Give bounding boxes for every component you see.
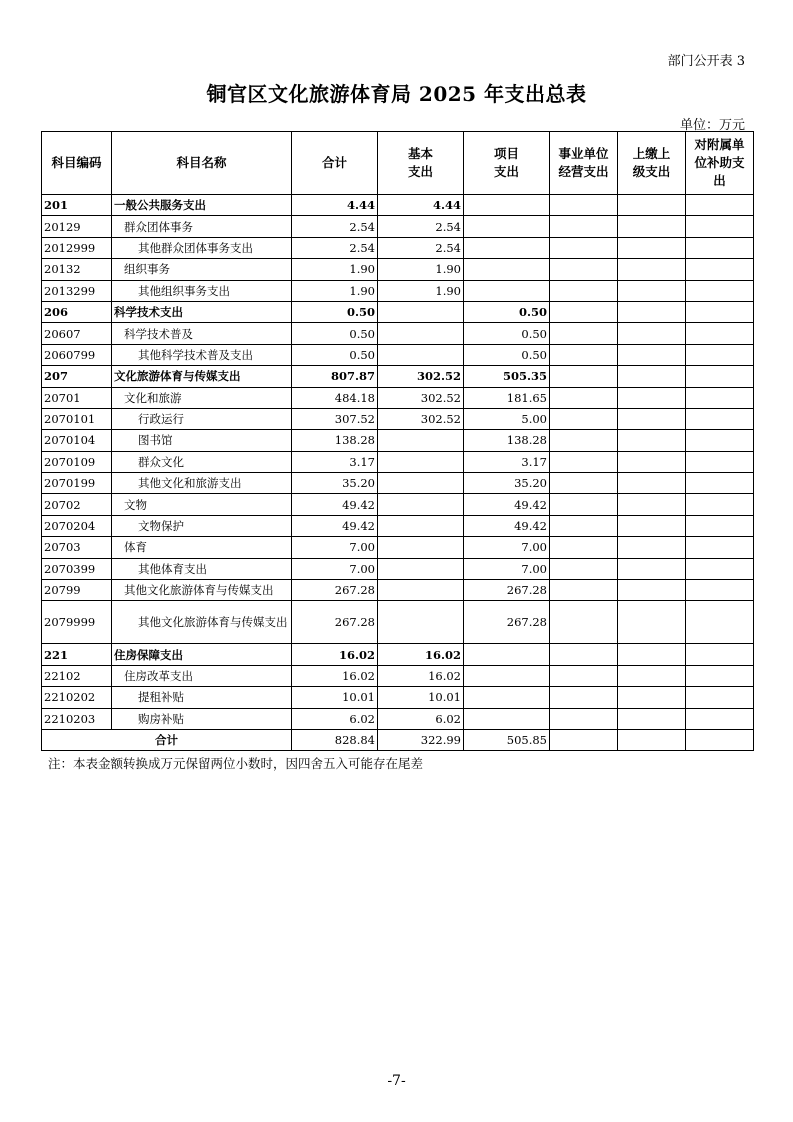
row-upper xyxy=(618,580,686,601)
row-project: 138.28 xyxy=(464,430,550,451)
row-business xyxy=(550,323,618,344)
row-business xyxy=(550,301,618,322)
row-subsidy xyxy=(686,387,754,408)
row-project xyxy=(464,644,550,665)
row-name: 其他群众团体事务支出 xyxy=(112,237,292,258)
row-basic: 1.90 xyxy=(378,259,464,280)
row-upper xyxy=(618,451,686,472)
row-project: 49.42 xyxy=(464,494,550,515)
table-row xyxy=(42,344,754,365)
row-total: 10.01 xyxy=(292,687,378,708)
row-upper xyxy=(618,408,686,429)
header-project: 项目 支出 xyxy=(464,132,550,195)
row-project: 267.28 xyxy=(464,580,550,601)
row-upper xyxy=(618,665,686,686)
row-project xyxy=(464,687,550,708)
row-business xyxy=(550,451,618,472)
row-total: 0.50 xyxy=(292,344,378,365)
row-upper xyxy=(618,280,686,301)
row-total: 807.87 xyxy=(292,366,378,387)
table-row xyxy=(42,195,754,216)
row-basic xyxy=(378,344,464,365)
row-subsidy xyxy=(686,216,754,237)
row-name: 图书馆 xyxy=(112,430,292,451)
row-basic: 4.44 xyxy=(378,195,464,216)
row-total: 2.54 xyxy=(292,216,378,237)
row-business xyxy=(550,644,618,665)
row-name: 群众团体事务 xyxy=(112,216,292,237)
row-subsidy xyxy=(686,601,754,644)
row-project: 3.17 xyxy=(464,451,550,472)
row-project: 0.50 xyxy=(464,344,550,365)
row-name: 文化旅游体育与传媒支出 xyxy=(112,366,292,387)
row-total: 1.90 xyxy=(292,259,378,280)
row-name: 购房补贴 xyxy=(112,708,292,729)
row-code: 221 xyxy=(42,644,112,665)
table-row xyxy=(42,665,754,686)
table-row xyxy=(42,494,754,515)
row-basic: 2.54 xyxy=(378,237,464,258)
row-project: 181.65 xyxy=(464,387,550,408)
row-basic: 6.02 xyxy=(378,708,464,729)
total-row xyxy=(42,729,754,750)
row-name: 提租补贴 xyxy=(112,687,292,708)
row-subsidy xyxy=(686,259,754,280)
row-name: 文物保护 xyxy=(112,515,292,536)
row-project: 7.00 xyxy=(464,537,550,558)
table-row xyxy=(42,387,754,408)
expenditure-table xyxy=(41,131,754,751)
unit-label: 单位：万元 xyxy=(679,118,745,133)
row-basic xyxy=(378,473,464,494)
row-project xyxy=(464,280,550,301)
row-subsidy xyxy=(686,451,754,472)
row-basic xyxy=(378,451,464,472)
row-code: 2210203 xyxy=(42,708,112,729)
table-row xyxy=(42,515,754,536)
total-basic: 322.99 xyxy=(378,729,464,750)
table-header-row xyxy=(42,132,754,195)
row-basic: 302.52 xyxy=(378,387,464,408)
row-name: 文物 xyxy=(112,494,292,515)
row-upper xyxy=(618,216,686,237)
table-row xyxy=(42,473,754,494)
header-name: 科目名称 xyxy=(112,132,292,195)
row-upper xyxy=(618,195,686,216)
row-project: 5.00 xyxy=(464,408,550,429)
row-name: 文化和旅游 xyxy=(112,387,292,408)
row-business xyxy=(550,430,618,451)
row-code: 2012999 xyxy=(42,237,112,258)
row-business xyxy=(550,237,618,258)
row-code: 20703 xyxy=(42,537,112,558)
row-code: 207 xyxy=(42,366,112,387)
row-business xyxy=(550,259,618,280)
table-row xyxy=(42,323,754,344)
row-total: 49.42 xyxy=(292,494,378,515)
table-row xyxy=(42,408,754,429)
row-subsidy xyxy=(686,473,754,494)
row-subsidy xyxy=(686,708,754,729)
row-business xyxy=(550,387,618,408)
header-code: 科目编码 xyxy=(42,132,112,195)
row-upper xyxy=(618,537,686,558)
total-amount: 828.84 xyxy=(292,729,378,750)
row-upper xyxy=(618,644,686,665)
table-row xyxy=(42,451,754,472)
row-total: 484.18 xyxy=(292,387,378,408)
row-business xyxy=(550,580,618,601)
row-business xyxy=(550,473,618,494)
row-business xyxy=(550,558,618,579)
row-code: 20702 xyxy=(42,494,112,515)
row-basic: 2.54 xyxy=(378,216,464,237)
row-project: 7.00 xyxy=(464,558,550,579)
row-code: 20799 xyxy=(42,580,112,601)
table-row xyxy=(42,537,754,558)
row-name: 住房改革支出 xyxy=(112,665,292,686)
row-upper xyxy=(618,323,686,344)
row-total: 307.52 xyxy=(292,408,378,429)
row-total: 16.02 xyxy=(292,644,378,665)
row-name: 体育 xyxy=(112,537,292,558)
row-total: 35.20 xyxy=(292,473,378,494)
row-name: 科学技术普及 xyxy=(112,323,292,344)
header-total: 合计 xyxy=(292,132,378,195)
row-total: 267.28 xyxy=(292,601,378,644)
row-code: 20132 xyxy=(42,259,112,280)
table-row xyxy=(42,708,754,729)
row-project xyxy=(464,665,550,686)
row-business xyxy=(550,494,618,515)
row-name: 其他组织事务支出 xyxy=(112,280,292,301)
header-subsidy: 对附属单 位补助支 出 xyxy=(686,132,754,195)
row-code: 2070204 xyxy=(42,515,112,536)
row-upper xyxy=(618,708,686,729)
row-code: 201 xyxy=(42,195,112,216)
total-business xyxy=(550,729,618,750)
row-basic xyxy=(378,301,464,322)
row-code: 2070199 xyxy=(42,473,112,494)
row-total: 3.17 xyxy=(292,451,378,472)
table-body xyxy=(42,195,754,730)
row-subsidy xyxy=(686,537,754,558)
total-label: 合计 xyxy=(42,729,292,750)
row-upper xyxy=(618,494,686,515)
row-name: 一般公共服务支出 xyxy=(112,195,292,216)
row-subsidy xyxy=(686,344,754,365)
row-code: 20607 xyxy=(42,323,112,344)
row-code: 20129 xyxy=(42,216,112,237)
row-subsidy xyxy=(686,515,754,536)
row-subsidy xyxy=(686,644,754,665)
page-title: 铜官区文化旅游体育局 2025 年支出总表 xyxy=(206,82,587,106)
row-basic: 16.02 xyxy=(378,665,464,686)
row-code: 2060799 xyxy=(42,344,112,365)
row-business xyxy=(550,344,618,365)
form-number: 部门公开表 3 xyxy=(667,54,745,69)
row-project: 49.42 xyxy=(464,515,550,536)
row-upper xyxy=(618,301,686,322)
header-basic: 基本 支出 xyxy=(378,132,464,195)
row-upper xyxy=(618,601,686,644)
row-total: 4.44 xyxy=(292,195,378,216)
row-name: 其他体育支出 xyxy=(112,558,292,579)
row-code: 2070101 xyxy=(42,408,112,429)
row-total: 0.50 xyxy=(292,323,378,344)
row-upper xyxy=(618,259,686,280)
table-row xyxy=(42,558,754,579)
row-upper xyxy=(618,344,686,365)
row-subsidy xyxy=(686,580,754,601)
row-basic xyxy=(378,558,464,579)
row-business xyxy=(550,601,618,644)
row-total: 1.90 xyxy=(292,280,378,301)
row-upper xyxy=(618,430,686,451)
row-business xyxy=(550,665,618,686)
row-code: 2070104 xyxy=(42,430,112,451)
row-total: 6.02 xyxy=(292,708,378,729)
table-row xyxy=(42,644,754,665)
row-name: 科学技术支出 xyxy=(112,301,292,322)
table-row xyxy=(42,580,754,601)
row-subsidy xyxy=(686,323,754,344)
row-total: 7.00 xyxy=(292,558,378,579)
table-row xyxy=(42,601,754,644)
row-project xyxy=(464,708,550,729)
row-upper xyxy=(618,237,686,258)
table-row xyxy=(42,259,754,280)
row-name: 其他文化旅游体育与传媒支出 xyxy=(112,601,292,644)
row-upper xyxy=(618,473,686,494)
total-project: 505.85 xyxy=(464,729,550,750)
row-subsidy xyxy=(686,301,754,322)
row-project: 35.20 xyxy=(464,473,550,494)
row-business xyxy=(550,515,618,536)
row-code: 22102 xyxy=(42,665,112,686)
row-business xyxy=(550,708,618,729)
row-project xyxy=(464,237,550,258)
footnote: 注：本表金额转换成万元保留两位小数时，因四舍五入可能存在尾差 xyxy=(48,756,424,771)
row-subsidy xyxy=(686,430,754,451)
row-subsidy xyxy=(686,687,754,708)
row-name: 其他文化旅游体育与传媒支出 xyxy=(112,580,292,601)
total-upper xyxy=(618,729,686,750)
table-row xyxy=(42,430,754,451)
row-basic: 10.01 xyxy=(378,687,464,708)
row-total: 138.28 xyxy=(292,430,378,451)
table-row xyxy=(42,216,754,237)
row-basic xyxy=(378,494,464,515)
row-total: 0.50 xyxy=(292,301,378,322)
row-code: 2070109 xyxy=(42,451,112,472)
page-number: -7- xyxy=(387,1073,406,1089)
row-project xyxy=(464,259,550,280)
row-project xyxy=(464,195,550,216)
table-row xyxy=(42,687,754,708)
row-subsidy xyxy=(686,665,754,686)
row-subsidy xyxy=(686,195,754,216)
row-basic: 1.90 xyxy=(378,280,464,301)
row-name: 群众文化 xyxy=(112,451,292,472)
row-upper xyxy=(618,558,686,579)
row-project: 0.50 xyxy=(464,323,550,344)
row-basic xyxy=(378,323,464,344)
row-code: 2210202 xyxy=(42,687,112,708)
row-basic xyxy=(378,430,464,451)
table-row xyxy=(42,301,754,322)
table-row xyxy=(42,280,754,301)
row-upper xyxy=(618,687,686,708)
header-business: 事业单位 经营支出 xyxy=(550,132,618,195)
row-basic xyxy=(378,537,464,558)
row-subsidy xyxy=(686,494,754,515)
row-project xyxy=(464,216,550,237)
row-total: 49.42 xyxy=(292,515,378,536)
row-code: 2013299 xyxy=(42,280,112,301)
row-name: 组织事务 xyxy=(112,259,292,280)
row-code: 20701 xyxy=(42,387,112,408)
row-name: 住房保障支出 xyxy=(112,644,292,665)
row-project: 0.50 xyxy=(464,301,550,322)
row-name: 其他科学技术普及支出 xyxy=(112,344,292,365)
row-business xyxy=(550,408,618,429)
table-row xyxy=(42,237,754,258)
row-basic xyxy=(378,580,464,601)
row-total: 2.54 xyxy=(292,237,378,258)
row-project: 505.35 xyxy=(464,366,550,387)
row-subsidy xyxy=(686,237,754,258)
row-business xyxy=(550,280,618,301)
row-subsidy xyxy=(686,558,754,579)
row-business xyxy=(550,537,618,558)
row-code: 2079999 xyxy=(42,601,112,644)
row-upper xyxy=(618,366,686,387)
row-basic: 16.02 xyxy=(378,644,464,665)
row-basic: 302.52 xyxy=(378,408,464,429)
row-business xyxy=(550,195,618,216)
row-upper xyxy=(618,387,686,408)
total-subsidy xyxy=(686,729,754,750)
row-subsidy xyxy=(686,408,754,429)
row-total: 267.28 xyxy=(292,580,378,601)
row-project: 267.28 xyxy=(464,601,550,644)
row-code: 206 xyxy=(42,301,112,322)
row-business xyxy=(550,216,618,237)
row-name: 其他文化和旅游支出 xyxy=(112,473,292,494)
row-subsidy xyxy=(686,366,754,387)
row-basic: 302.52 xyxy=(378,366,464,387)
row-name: 行政运行 xyxy=(112,408,292,429)
row-subsidy xyxy=(686,280,754,301)
row-total: 16.02 xyxy=(292,665,378,686)
row-total: 7.00 xyxy=(292,537,378,558)
row-basic xyxy=(378,515,464,536)
row-business xyxy=(550,687,618,708)
row-upper xyxy=(618,515,686,536)
row-basic xyxy=(378,601,464,644)
row-business xyxy=(550,366,618,387)
row-code: 2070399 xyxy=(42,558,112,579)
header-upper: 上缴上 级支出 xyxy=(618,132,686,195)
table-row xyxy=(42,366,754,387)
